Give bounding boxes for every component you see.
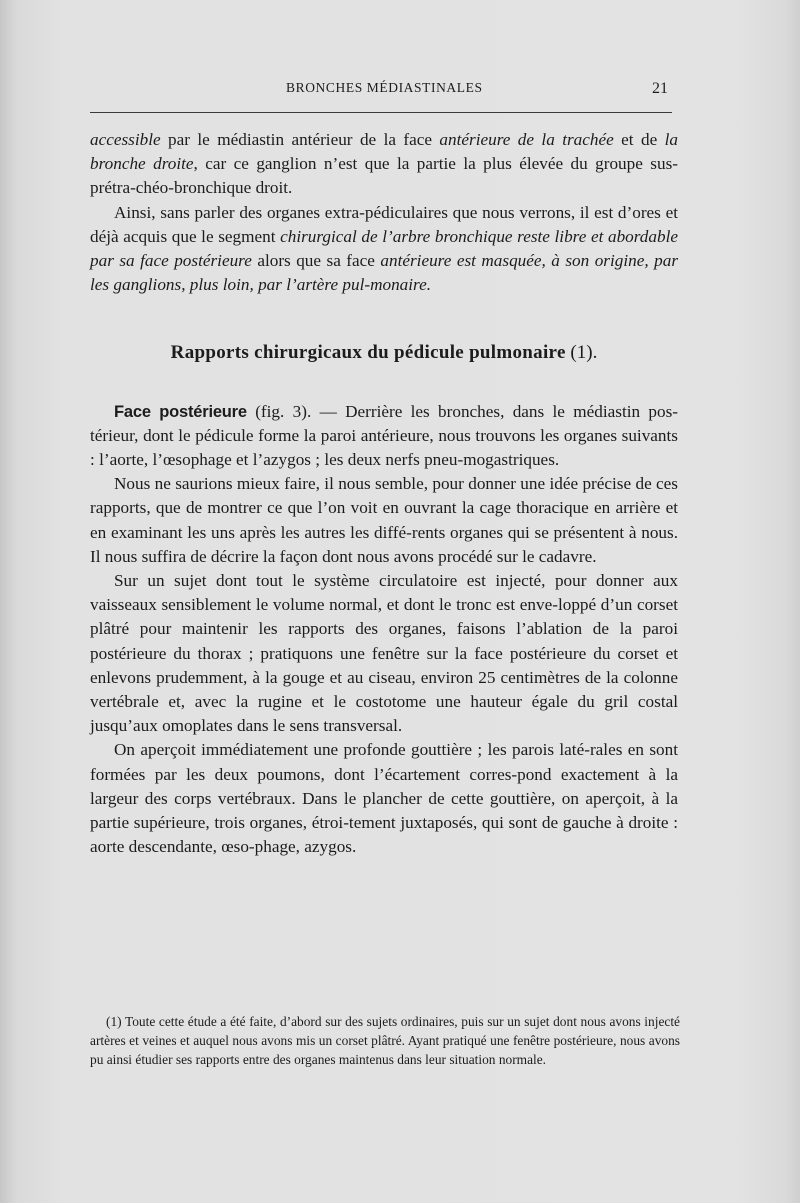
page-number: 21	[652, 80, 668, 97]
text-span: Ainsi, sans parler des organes extra-pédiculaires que nous verrons, il est d’ores et déjà acquis que le segment	[90, 202, 678, 246]
footnote-reference: (1).	[565, 342, 598, 364]
italic-span: chirurgical de l’arbre bronchique reste libre et abordable par sa face postérieure	[90, 226, 678, 271]
section-title: Rapports chirurgicaux du pédicule pulmonaire	[170, 342, 566, 364]
paragraph-5: Sur un sujet dont tout le système circulatoire est injecté, pour donner aux vaisseaux sensiblement le volume normal, et dont le tronc est enve-loppé d’un corset plâtré pour maintenir les rapports des organes, faisons l’ablation de la paroi postérieure du thorax ; pratiquons une fenêtre sur la face postérieure du corset et enlevons prudemment, à la gouge et au ciseau, environ 25 centimètres de la colonne vertébrale et, avec la rugine et le costotome une hauteur égale du gril costal jusqu’aux omoplates dans le sens transversal.	[90, 571, 678, 736]
footnote: (1) Toute cette étude a été faite, d’abord sur des sujets ordinaires, puis sur un sujet dont nous avons injecté artères et veines et auquel nous avons mis un corset plâtré. Ayant pratiqué une fenêtre postérieure, nous avons pu ainsi étudier ses rapports entre des organes maintenus dans leur situation normale.	[90, 1014, 680, 1067]
italic-span: la bronche droite	[90, 130, 678, 174]
body-text	[90, 128, 678, 859]
text-span: et de	[613, 130, 665, 149]
page-header	[90, 78, 672, 102]
header-rule	[90, 112, 672, 113]
paragraph-1	[90, 128, 678, 201]
text-span: alors que sa face	[251, 251, 381, 271]
running-title: BRONCHES MÉDIASTINALES	[286, 80, 483, 95]
paragraph-4: Nous ne saurions mieux faire, il nous semble, pour donner une idée précise de ces rapports, que de montrer ce que l’on voit en ouvrant la cage thoracique en arrière et en examinant les uns après les autres les diffé-rents organes qui se présentent à nous. Il nous suffira de décrire la façon dont nous avons procédé sur le cadavre.	[90, 474, 678, 566]
subsection-label: Face postérieure	[114, 402, 247, 421]
italic-span: accessible	[90, 130, 161, 149]
paragraph-6: On aperçoit immédiatement une profonde gouttière ; les parois laté-rales en sont formées par les deux poumons, dont l’écartement corres-pond exactement à la largeur des corps vertébraux. Dans le plancher de cette gouttière, on aperçoit, à la partie supérieure, trois organes, étroi-tement juxtaposés, qui sont de gauche à droite : aorte descendante, œso-phage, azygos.	[90, 740, 678, 857]
text-span: par le médiastin antérieur de la face	[160, 130, 440, 149]
text-span: , car ce ganglion n’est que la partie la plus élevée du groupe sus-prétra-chéo-bronchique droit.	[90, 154, 678, 198]
paragraph-3	[90, 400, 678, 473]
section-heading	[90, 341, 678, 365]
italic-span: antérieure est masquée, à son origine, par les ganglions, plus loin, par l’artère pul-monaire.	[90, 251, 679, 295]
text-span: (fig. 3). — Derrière les bronches, dans le médiastin pos-térieur, dont le pédicule forme la paroi antérieure, nous trouvons les organes suivants : l’aorte, l’œsophage et l’azygos ; les deux nerfs pneu-mogastriques.	[90, 401, 679, 470]
italic-span: antérieure de la trachée	[439, 130, 614, 149]
paragraph-2	[90, 201, 678, 298]
